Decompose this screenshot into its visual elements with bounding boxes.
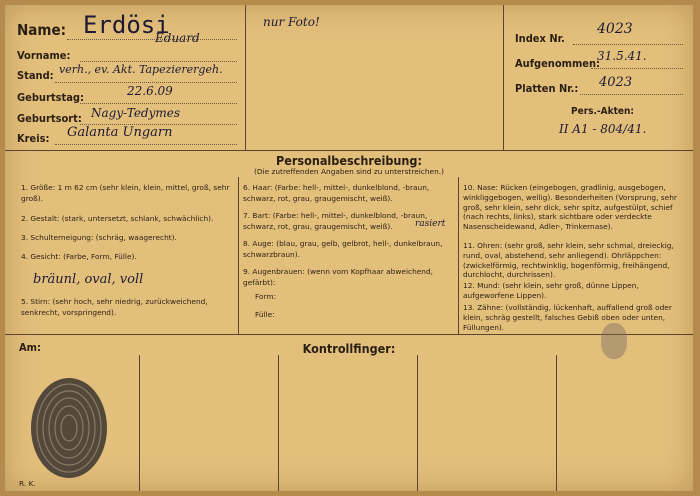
description-title: Personalbeschreibung: [276,153,422,168]
aufgenommen-value: 31.5.41. [597,49,647,63]
personal-record-card [5,5,693,491]
item-gesicht-value: bräunl, oval, voll [33,272,144,287]
item-gesicht: 4. Gesicht: (Farbe, Form, Fülle). [21,252,137,261]
divider [245,5,246,150]
vorname-line [80,61,237,62]
am-label: Am: [19,341,41,354]
divider [556,355,557,491]
item-mund: 12. Mund: (sehr klein, sehr groß, dünne Lippen, aufgeworfene Lippen). [463,281,639,300]
item-groesse: 1. Größe: 1 m 62 cm (sehr klein, klein, mittel, groß, sehr groß). [21,183,230,203]
kreis-line [55,144,237,145]
geburtstag-value: 22.6.09 [127,84,173,98]
divider [5,150,693,151]
aufgenommen-line [591,68,683,69]
item-schulterneigung: 3. Schulterneigung: (schräg, waagerecht). [21,233,177,242]
index-value: 4023 [597,21,633,37]
description-subtitle: (Die zutreffenden Angaben sind zu unterstreichen.) [253,167,445,176]
geburtsort-label: Geburtsort: [17,112,82,125]
kontroll-title: Kontrollfinger: [302,341,396,356]
geburtstag-label: Geburtstag: [17,91,84,104]
stand-label: Stand: [17,69,54,82]
platten-line [580,94,683,95]
item-gestalt: 2. Gestalt: (stark, untersetzt, schlank, schwächlich). [21,214,214,223]
name-line [67,39,237,40]
item-augenbrauen-fuelle: Fülle: [255,310,275,319]
item-augenbrauen-form: Form: [255,292,277,301]
divider [139,355,140,491]
item-ohren: 11. Ohren: (sehr groß, sehr klein, sehr schmal, dreieckig, rund, oval, abstehend, sehr anliegend). Ohrläppchen: (zwickelförmig, rechtwinklig, bogenförmig, freihängend, durchlocht, durchrissen). [463,241,674,280]
vorname-value: Eduard [155,31,200,45]
aufgenommen-label: Aufgenommen: [515,57,600,70]
divider [458,177,459,334]
kreis-value: Galanta Ungarn [67,125,173,140]
geburtsort-value: Nagy-Tedymes [91,106,181,120]
item-zaehne: 13. Zähne: (vollständig, lückenhaft, auffallend groß oder klein, schräg gestellt, falsches Gebiß oben oder unten, Füllungen). [463,303,672,332]
footer-mark: R. K. [19,479,36,488]
name-value: Erdösi [83,11,170,39]
akten-label: Pers.-Akten: [571,106,634,117]
divider [5,334,693,335]
ink-smudge [601,323,627,359]
item-bart: 7. Bart: (Farbe: hell-, mittel-, dunkelblond, -braun, schwarz, rot, grau, graugemischt, weiß). [243,211,428,231]
item-bart-value: rasiert [415,219,446,229]
divider [278,355,279,491]
index-line [573,44,683,45]
photo-note: nur Foto! [263,15,320,29]
divider [417,355,418,491]
name-label: Name: [17,21,67,39]
geburtstag-line [80,103,237,104]
divider [503,5,504,150]
item-stirn: 5. Stirn: (sehr hoch, sehr niedrig, zurückweichend, senkrecht, vorspringend). [21,297,208,317]
fingerprint [25,373,115,483]
vorname-label: Vorname: [17,49,71,62]
item-nase: 10. Nase: Rücken (eingebogen, gradlinig, ausgebogen, winkliggebogen, wellig). Besonderheiten (Vorsprung, sehr groß, sehr klein, sehr dick, sehr spitz, aufgestülpt, schief (nach rechts, links), stark sichtbare oder verdeckte Nasenscheidewand, Adler-, Trinkernase). [463,183,677,232]
platten-label: Platten Nr.: [515,82,579,95]
kreis-label: Kreis: [17,132,50,145]
item-augenbrauen: 9. Augenbrauen: (wenn vom Kopfhaar abweichend, gefärbt): [243,267,434,287]
stand-value: verh., ev. Akt. Tapezierergeh. [59,63,223,76]
platten-value: 4023 [599,75,633,90]
divider [238,177,239,334]
stand-line [55,82,237,83]
item-haar: 6. Haar: (Farbe: hell-, mittel-, dunkelblond, -braun, schwarz, rot, grau, graugemischt, weiß). [243,183,430,203]
item-auge: 8. Auge: (blau, grau, gelb, gelbrot, hell-, dunkelbraun, schwarzbraun). [243,239,443,259]
index-label: Index Nr. [515,32,565,45]
akten-value: II A1 - 804/41. [559,122,647,136]
